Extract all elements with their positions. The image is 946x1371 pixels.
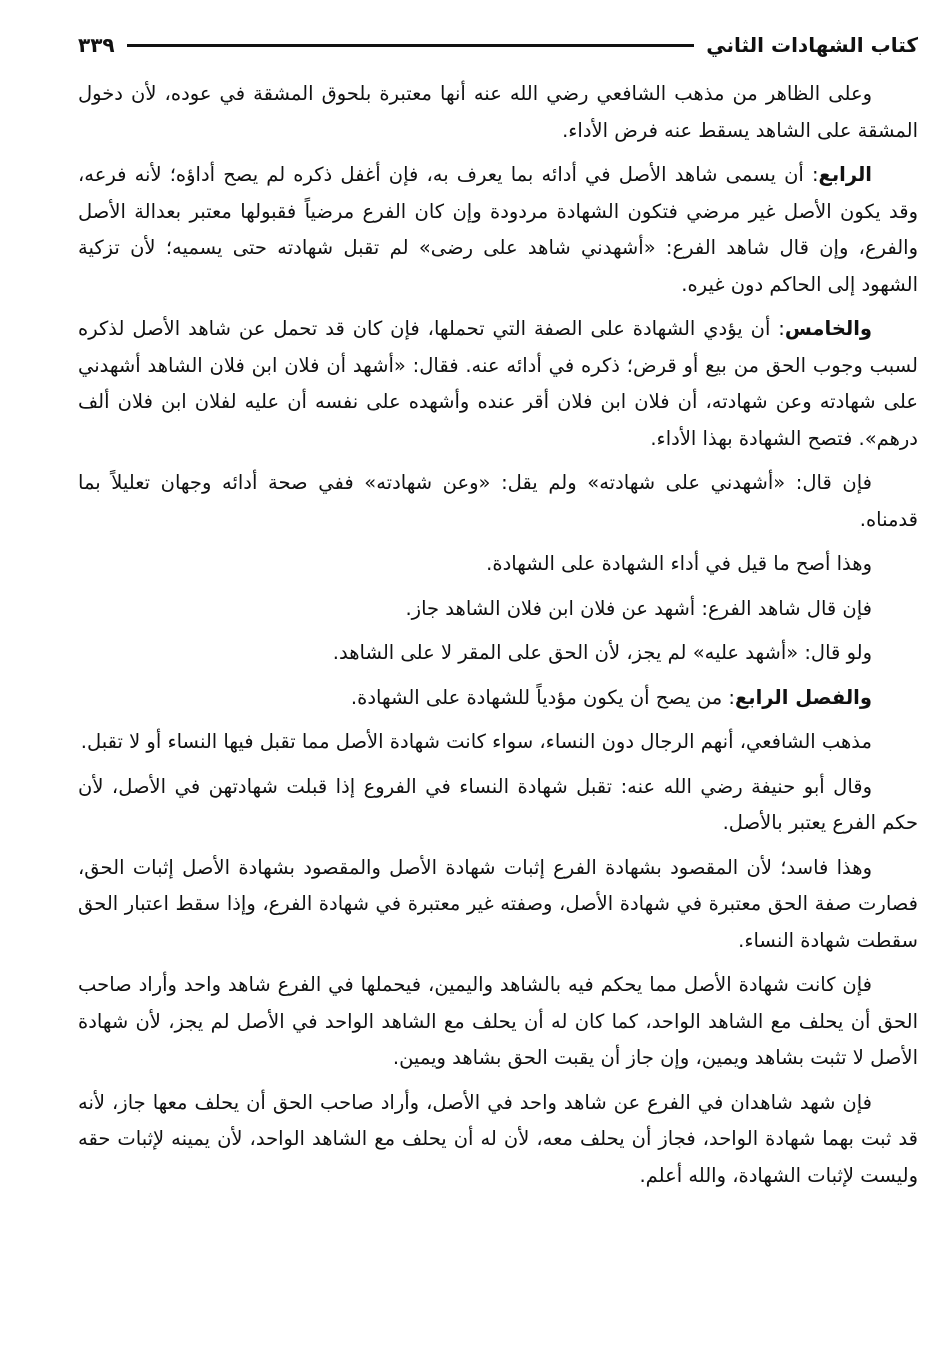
paragraph: [78, 157, 918, 303]
paragraph-text: ولو قال: «أشهد عليه» لم يجز، لأن الحق على المقر لا على الشاهد.: [332, 641, 872, 664]
paragraph-text: : أن يؤدي الشهادة على الصفة التي تحملها، فإن كان قد تحمل عن شاهد الأصل لذكره لسبب وجوب الحق من بيع أو قرض؛ ذكره في أدائه عنه. فقال: «أشهد أن فلان ابن فلان الشاهد أشهدني على شهادته وعن شهادته، أن فلان ابن فلان أقر عنده وأشهده على نفسه أن عليه لفلان ابن فلان ألف درهم». فتصح الشهادة بهذا الأداء.: [78, 317, 918, 450]
running-header: [78, 28, 918, 62]
paragraph-text: فإن كانت شهادة الأصل مما يحكم فيه بالشاهد واليمين، فيحملها في الفرع شاهد واحد وأراد صاحب الحق أن يحلف مع الشاهد الواحد، كما كان له أن يحلف مع الشاهد الواحد في الأصل لم يجز، لأن شهادة الأصل لا تثبت بشاهد ويمين، وإن جاز أن يقبت الحق بشاهد ويمين.: [78, 973, 918, 1069]
header-rule: [127, 44, 695, 47]
paragraph-text: وهذا أصح ما قيل في أداء الشهادة على الشهادة.: [486, 552, 872, 575]
paragraph: [78, 850, 918, 960]
page-body: [78, 76, 918, 1194]
paragraph-heading: الرابع: [818, 163, 872, 186]
paragraph-text: وهذا فاسد؛ لأن المقصود بشهادة الفرع إثبات شهادة الأصل والمقصود بشهادة الأصل إثبات الحق، فصارت صفة الحق معتبرة في شهادة الأصل، وصفته غير معتبرة في شهادة الفرع، وإذا سقط اعتبار الحق سقطت شهادة النساء.: [78, 855, 918, 952]
paragraph-heading: والفصل الرابع: [734, 685, 872, 709]
paragraph-text: مذهب الشافعي، أنهم الرجال دون النساء، سواء كانت شهادة الأصل مما تقبل فيها النساء أو لا تقبل.: [80, 730, 872, 753]
paragraph: [78, 680, 918, 717]
paragraph-text: وعلى الظاهر من مذهب الشافعي رضي الله عنه أنها معتبرة بلحوق المشقة في عوده، لأن دخول المشقة على الشاهد يسقط عنه فرض الأداء.: [78, 82, 918, 142]
paragraph: [78, 769, 918, 842]
paragraph-text: فإن شهد شاهدان في الفرع عن شاهد واحد في الأصل، وأراد صاحب الحق أن يحلف معها جاز، لأنه قد ثبت بهما شهادة الواحد، فجاز أن يحلف معه، لأن له أن يحلف مع الشاهد الواحد، لأن يمينه لإثبات حقه وليست لإثبات الشهادة، والله أعلم.: [78, 1090, 918, 1187]
paragraph: [78, 76, 918, 149]
paragraph: [78, 635, 918, 672]
paragraph-text: : أن يسمى شاهد الأصل في أدائه بما يعرف به، فإن أغفل ذكره لم يصح أداؤه؛ لأنه فرعه، وقد يكون الأصل غير مرضي فتكون الشهادة مردودة وإن كان الفرع مرضياً فقبولها معتبر بعدالة الأصل والفرع، وإن قال شاهد الفرع: «أشهدني شاهد على رضى» لم تقبل شهادته حتى يسميه؛ لأن تزكية الشهود إلى الحاكم دون غيره.: [78, 163, 918, 296]
paragraph: [78, 1085, 918, 1195]
paragraph: [78, 967, 918, 1077]
paragraph: [78, 546, 918, 583]
paragraph-text: : من يصح أن يكون مؤدياً للشهادة على الشهادة.: [350, 685, 735, 709]
page-number: ٣٣٩: [78, 33, 115, 57]
paragraph-heading: والخامس: [784, 317, 872, 340]
running-title: كتاب الشهادات الثاني: [706, 33, 918, 57]
paragraph: [78, 724, 918, 761]
paragraph: [78, 465, 918, 538]
paragraph-text: فإن قال شاهد الفرع: أشهد عن فلان ابن فلان الشاهد جاز.: [405, 596, 872, 620]
paragraph: [78, 591, 918, 628]
paragraph-text: فإن قال: «أشهدني على شهادته» ولم يقل: «وعن شهادته» ففي صحة أدائه وجهان تعليلاً بما قدمناه.: [78, 471, 918, 531]
paragraph: [78, 311, 918, 457]
paragraph-text: وقال أبو حنيفة رضي الله عنه: تقبل شهادة النساء في الفروع إذا قبلت شهادتهن في الأصل، لأن حكم الفرع يعتبر بالأصل.: [78, 774, 918, 834]
book-page: [78, 28, 918, 1202]
